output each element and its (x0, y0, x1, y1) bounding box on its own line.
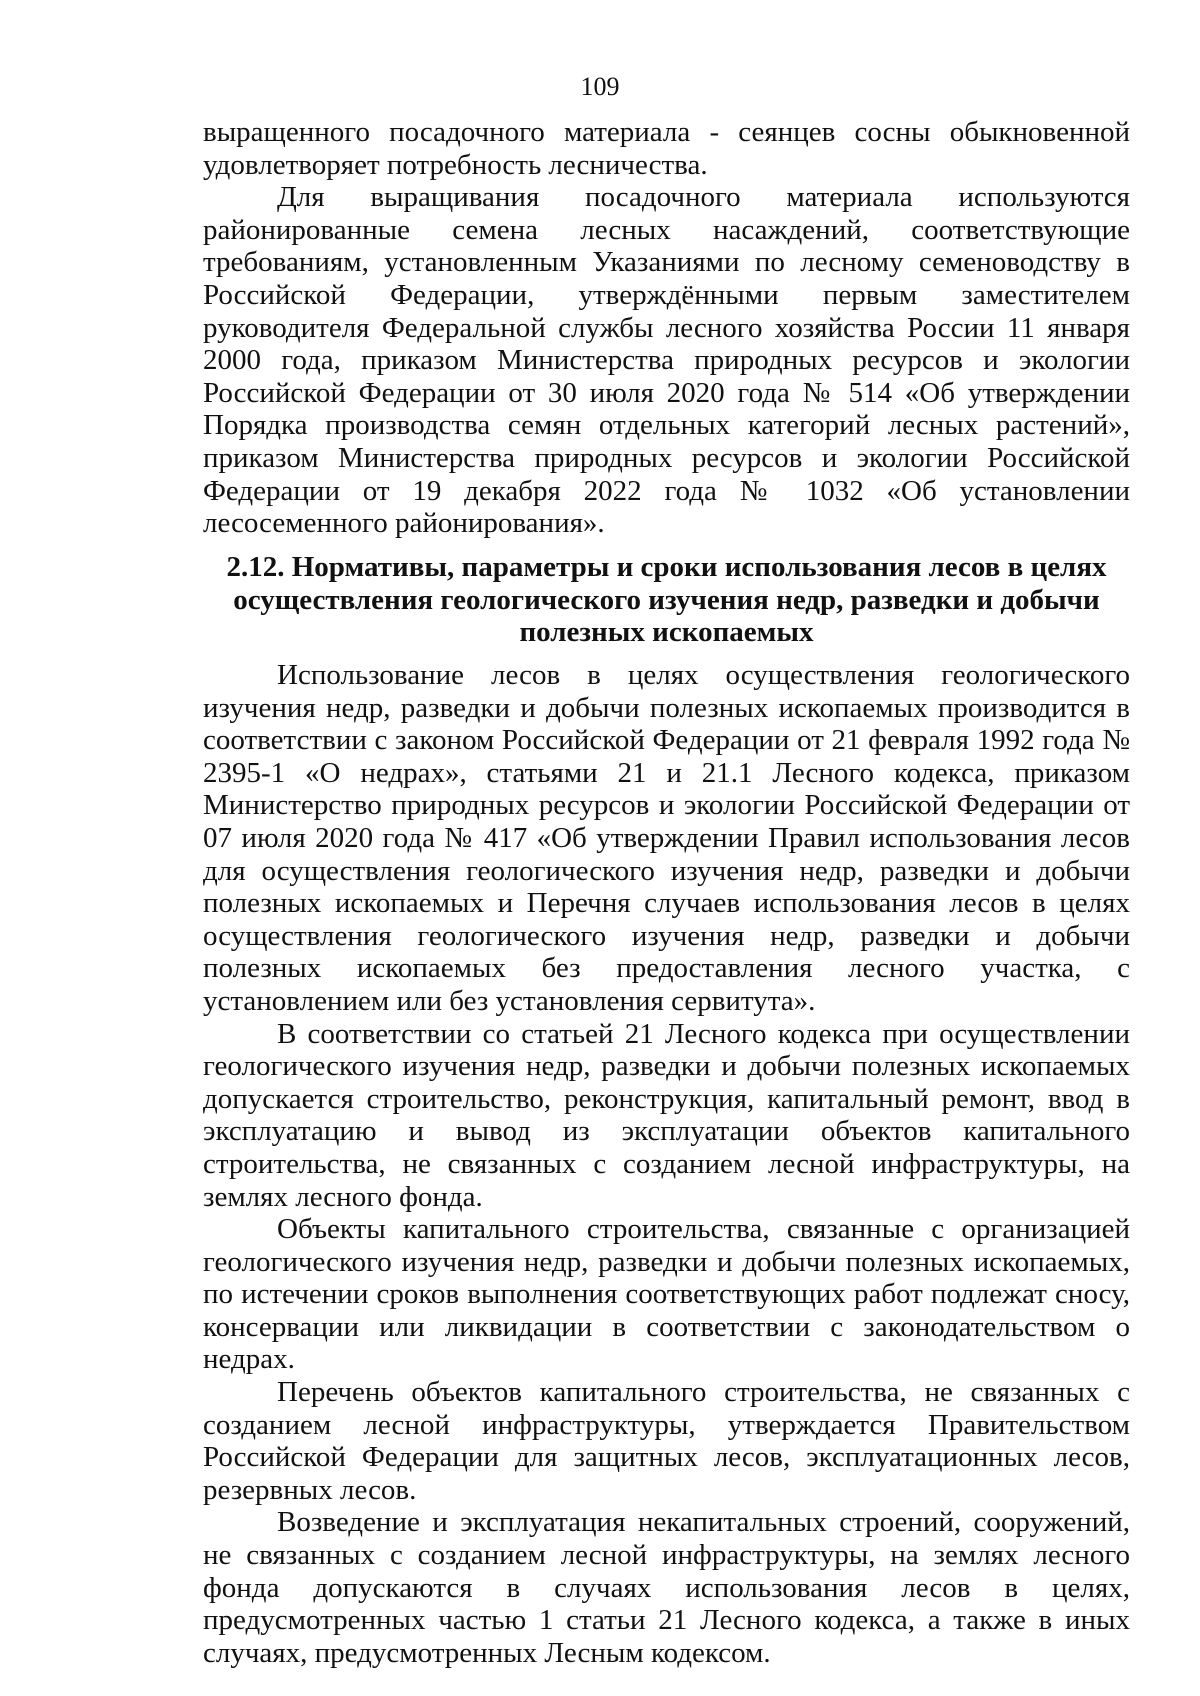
page-number: 109 (580, 72, 620, 101)
paragraph-seed-requirements: Для выращивания посадочного материала используются районированные семена лесных насаждений, соответствующие требованиям, установленным Указаниями по лесному семеноводству в Российской Федерации, утверждёнными первым заместителем руководителя Федеральной службы лесного хозяйства России 11 января 2000 года, приказом Министерства природных ресурсов и экологии Российской Федерации от 30 июля 2020 года № 514 «Об утверждении Порядка производства семян отдельных категорий лесных растений», приказом Министерства природных ресурсов и экологии Российской Федерации от 19 декабря 2022 года № 1032 «Об установлении лесосеменного районирования». (203, 181, 1130, 540)
intro-text (203, 116, 1130, 540)
paragraph-objects-list: Перечень объектов капитального строительства, не связанных с созданием лесной инфраструктуры, утверждается Правительством Российской Федерации для защитных лесов, эксплуатационных лесов, резервных лесов. (203, 1376, 1130, 1506)
paragraph-non-capital-structures: Возведение и эксплуатация некапитальных строений, сооружений, не связанных с созданием лесной инфраструктуры, на землях лесного фонда допускаются в случаях использования лесов в целях, предусмотренных частью 1 статьи 21 Лесного кодекса, а также в иных случаях, предусмотренных Лесным кодексом. (203, 1506, 1130, 1669)
paragraph-objects-demolition: Объекты капитального строительства, связанные с организацией геологического изучения недр, разведки и добычи полезных ископаемых, по истечении сроков выполнения соответствующих работ подлежат сносу, консервации или ликвидации в соответствии с законодательством о недрах. (203, 1213, 1130, 1376)
section-body (203, 659, 1130, 1669)
paragraph-continuation: выращенного посадочного материала - сеянцев сосны обыкновенной удовлетворяет потребность лесничества. (203, 116, 1130, 181)
section-heading: 2.12. Нормативы, параметры и сроки использования лесов в целях осуществления геологического изучения недр, разведки и добычи полезных ископаемых (226, 551, 1107, 649)
paragraph-legal-basis: Использование лесов в целях осуществления геологического изучения недр, разведки и добычи полезных ископаемых производится в соответствии с законом Российской Федерации от 21 февраля 1992 года № 2395-1 «О недрах», статьями 21 и 21.1 Лесного кодекса, приказом Министерство природных ресурсов и экологии Российской Федерации от 07 июля 2020 года № 417 «Об утверждении Правил использования лесов для осуществления геологического изучения недр, разведки и добычи полезных ископаемых и Перечня случаев использования лесов в целях осуществления геологического изучения недр, разведки и добычи полезных ископаемых без предоставления лесного участка, с установлением или без установления сервитута». (203, 659, 1130, 1017)
paragraph-construction-allowed: В соответствии со статьей 21 Лесного кодекса при осуществлении геологического изучения недр, разведки и добычи полезных ископаемых допускается строительство, реконструкция, капитальный ремонт, ввод в эксплуатацию и вывод из эксплуатации объектов капитального строительства, не связанных с созданием лесной инфраструктуры, на землях лесного фонда. (203, 1017, 1130, 1213)
